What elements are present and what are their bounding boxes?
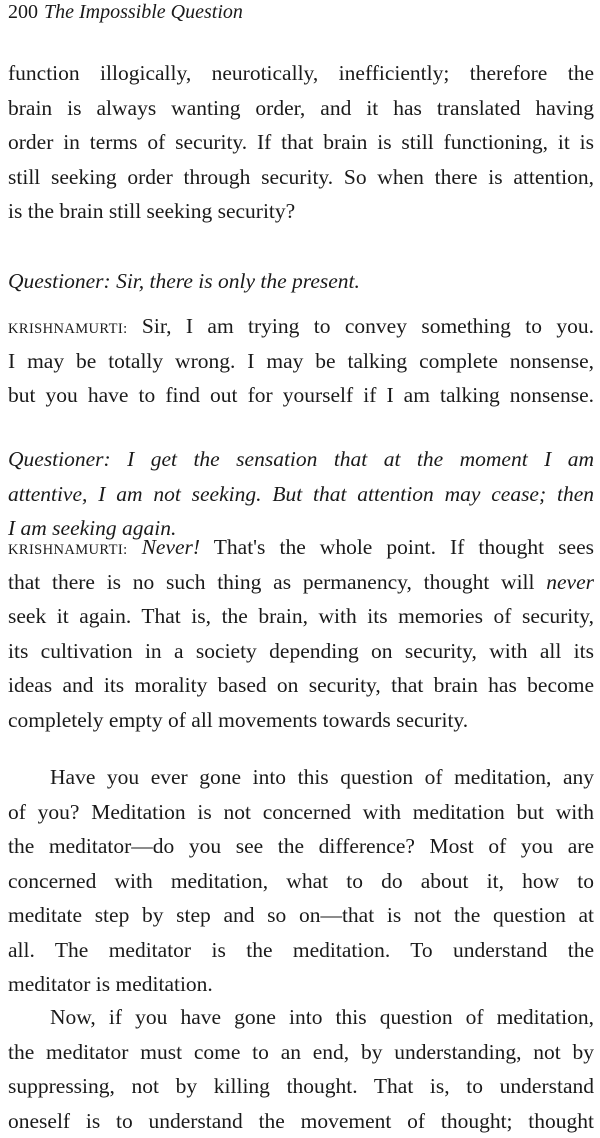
text-line: its cultivation in a society depending on security, with all its xyxy=(8,634,594,669)
text-line: oneself is to understand the movement of thought; thought xyxy=(8,1104,594,1138)
text-line: the meditator—do you see the difference? Most of you are xyxy=(8,829,594,864)
running-head xyxy=(8,0,243,24)
text-line: seek it again. That is, the brain, with its memories of security, xyxy=(8,599,594,634)
text-line: that there is no such thing as permanency, thought will never xyxy=(8,565,594,600)
text-line: the meditator must come to an end, by understanding, not by xyxy=(8,1035,594,1070)
paragraph-meditator xyxy=(8,1000,594,1138)
text-line: Questioner: I get the sensation that at the moment I am xyxy=(8,442,594,477)
paragraph-meditation xyxy=(8,760,594,1002)
text-line: KRISHNAMURTI: Sir, I am trying to convey something to you. xyxy=(8,309,594,344)
text-line: completely empty of all movements towards security. xyxy=(8,703,594,738)
text-line: meditate step by step and so on—that is not the question at xyxy=(8,898,594,933)
text-line: of you? Meditation is not concerned with meditation but with xyxy=(8,795,594,830)
text-line: KRISHNAMURTI: Never! That's the whole point. If thought sees xyxy=(8,530,594,565)
book-title: The Impossible Question xyxy=(44,1,243,23)
text-line: ideas and its morality based on security, that brain has become xyxy=(8,668,594,703)
text-line: attentive, I am not seeking. But that attention may cease; then xyxy=(8,477,594,512)
text-line: still seeking order through security. So when there is attention, xyxy=(8,160,594,195)
text-line: I may be totally wrong. I may be talking complete nonsense, xyxy=(8,344,594,379)
speaker-label: KRISHNAMURTI: xyxy=(8,542,128,558)
text-line: order in terms of security. If that brain is still functioning, it is xyxy=(8,125,594,160)
speaker-label: KRISHNAMURTI: xyxy=(8,321,128,337)
text-line: Questioner: Sir, there is only the present. xyxy=(8,264,594,299)
krishnamurti-reply-2 xyxy=(8,530,594,737)
text-line: suppressing, not by killing thought. That is, to understand xyxy=(8,1069,594,1104)
text-line: I am seeking again. xyxy=(8,511,594,546)
text-line: but you have to find out for yourself if I am talking nonsense. xyxy=(8,378,594,413)
text-line: all. The meditator is the meditation. To understand the xyxy=(8,933,594,968)
text-line: meditator is meditation. xyxy=(8,967,594,1002)
text-line: concerned with meditation, what to do about it, how to xyxy=(8,864,594,899)
text-line: Have you ever gone into this question of meditation, any xyxy=(8,760,594,795)
text-line: is the brain still seeking security? xyxy=(8,194,594,229)
text-line: brain is always wanting order, and it has translated having xyxy=(8,91,594,126)
questioner-line-1 xyxy=(8,264,594,299)
text-line: Now, if you have gone into this question of meditation, xyxy=(8,1000,594,1035)
page-number: 200 xyxy=(8,1,38,23)
paragraph-1 xyxy=(8,56,594,229)
text-line: function illogically, neurotically, inefficiently; therefore the xyxy=(8,56,594,91)
krishnamurti-reply-1 xyxy=(8,309,594,413)
